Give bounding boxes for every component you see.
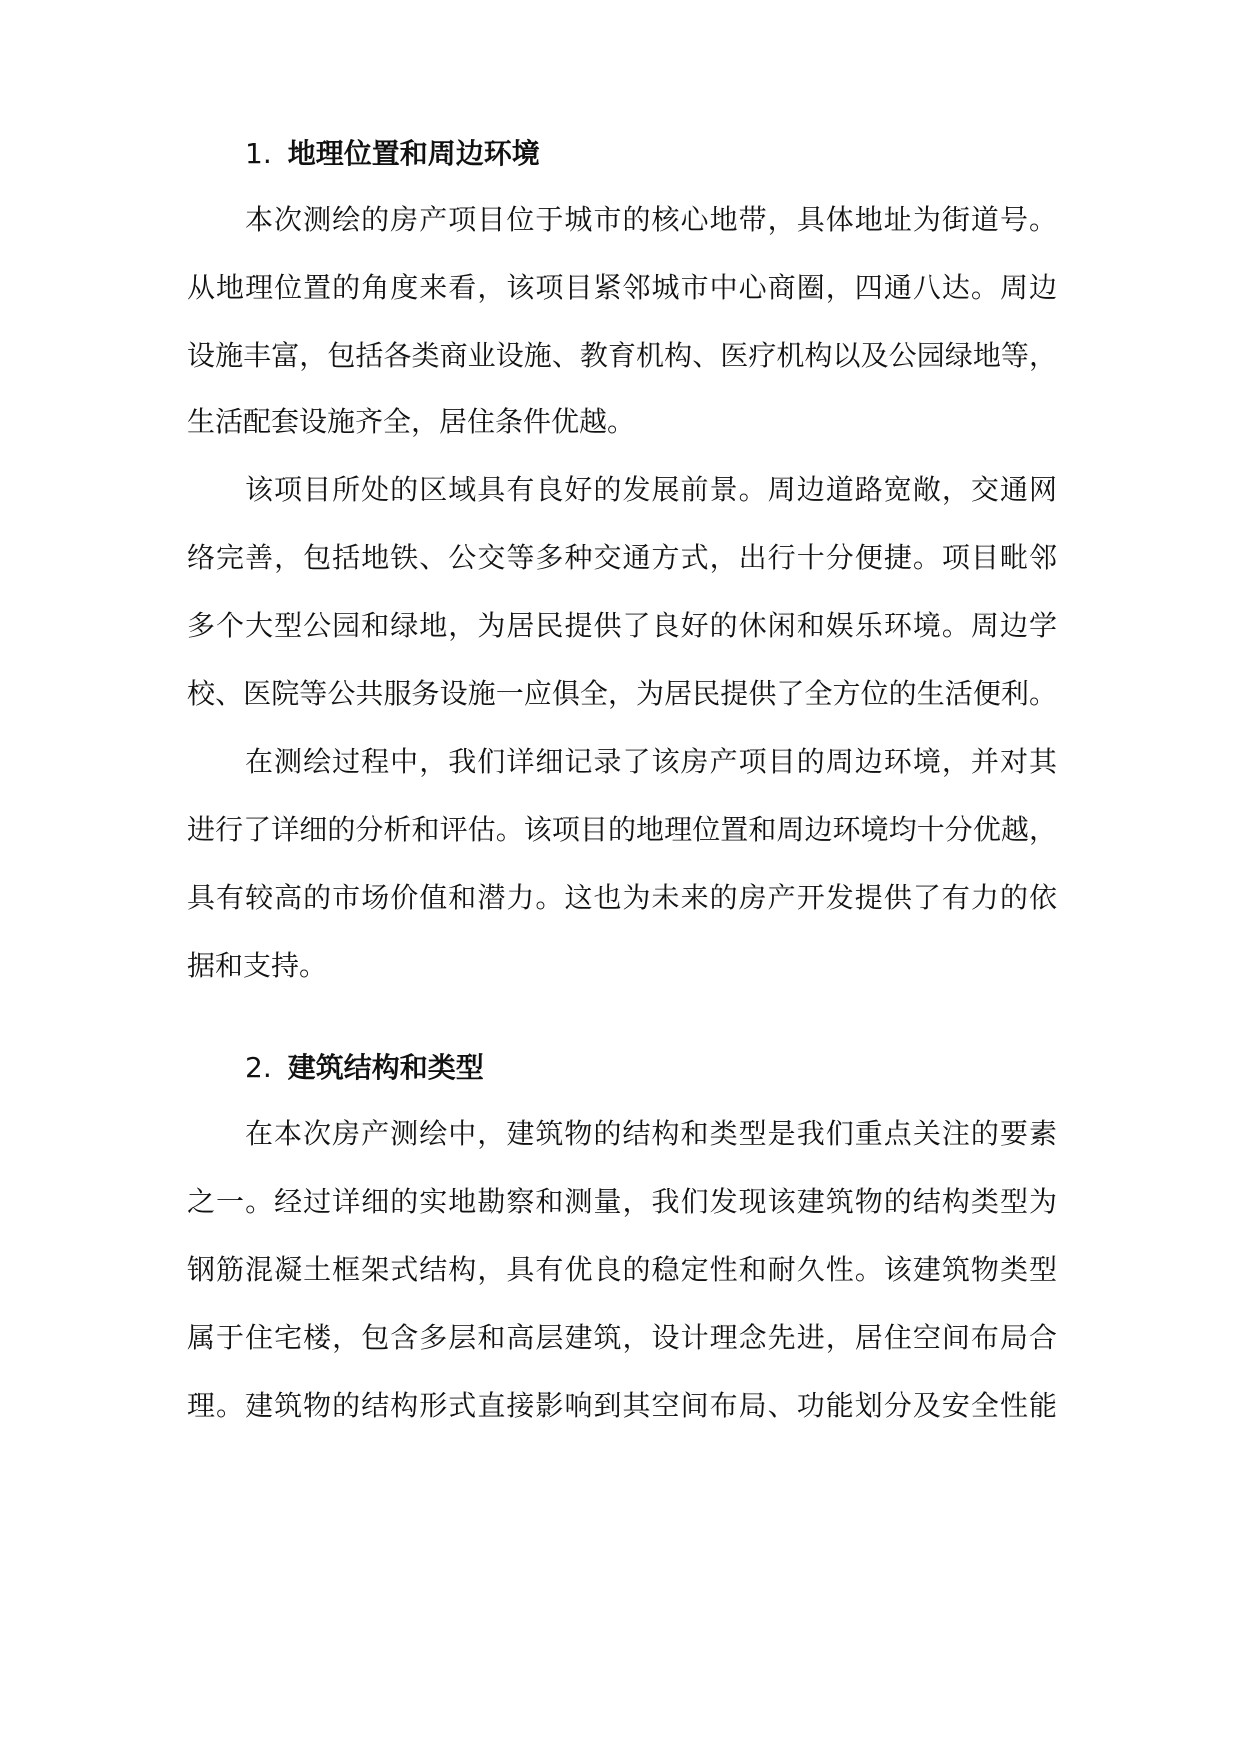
paragraph-line: 络完善，包括地铁、公交等多种交通方式，出行十分便捷。项目毗邻 bbox=[187, 541, 1057, 574]
paragraph-line: 理。建筑物的结构形式直接影响到其空间布局、功能划分及安全性能 bbox=[187, 1389, 1057, 1422]
paragraph-line: 进行了详细的分析和评估。该项目的地理位置和周边环境均十分优越， bbox=[187, 813, 1057, 846]
paragraph-line: 校、医院等公共服务设施一应俱全，为居民提供了全方位的生活便利。 bbox=[187, 677, 1057, 710]
paragraph-line: 之一。经过详细的实地勘察和测量，我们发现该建筑物的结构类型为 bbox=[187, 1185, 1057, 1218]
paragraph-line: 该项目所处的区域具有良好的发展前景。周边道路宽敞，交通网 bbox=[245, 473, 1057, 506]
paragraph-line: 设施丰富，包括各类商业设施、教育机构、医疗机构以及公园绿地等， bbox=[187, 339, 1057, 372]
paragraph-line: 多个大型公园和绿地，为居民提供了良好的休闲和娱乐环境。周边学 bbox=[187, 609, 1057, 642]
paragraph-line: 本次测绘的房产项目位于城市的核心地带，具体地址为街道号。 bbox=[245, 203, 1057, 236]
paragraph-line: 据和支持。 bbox=[187, 949, 328, 982]
section-2-title: 建筑结构和类型 bbox=[287, 1051, 484, 1084]
paragraph-line: 钢筋混凝土框架式结构，具有优良的稳定性和耐久性。该建筑物类型 bbox=[187, 1253, 1057, 1286]
paragraph-line: 生活配套设施齐全，居住条件优越。 bbox=[187, 405, 636, 438]
section-1-title: 地理位置和周边环境 bbox=[287, 137, 540, 170]
section-1-heading bbox=[245, 134, 540, 174]
paragraph-line: 在测绘过程中，我们详细记录了该房产项目的周边环境，并对其 bbox=[245, 745, 1057, 778]
paragraph-line: 从地理位置的角度来看，该项目紧邻城市中心商圈，四通八达。周边 bbox=[187, 271, 1057, 304]
section-2-number: 2. bbox=[245, 1051, 272, 1084]
paragraph-line: 在本次房产测绘中，建筑物的结构和类型是我们重点关注的要素 bbox=[245, 1117, 1057, 1150]
paragraph-line: 具有较高的市场价值和潜力。这也为未来的房产开发提供了有力的依 bbox=[187, 881, 1057, 914]
section-1-number: 1. bbox=[245, 137, 272, 170]
paragraph-line: 属于住宅楼，包含多层和高层建筑，设计理念先进，居住空间布局合 bbox=[187, 1321, 1057, 1354]
section-2-heading bbox=[245, 1048, 484, 1088]
